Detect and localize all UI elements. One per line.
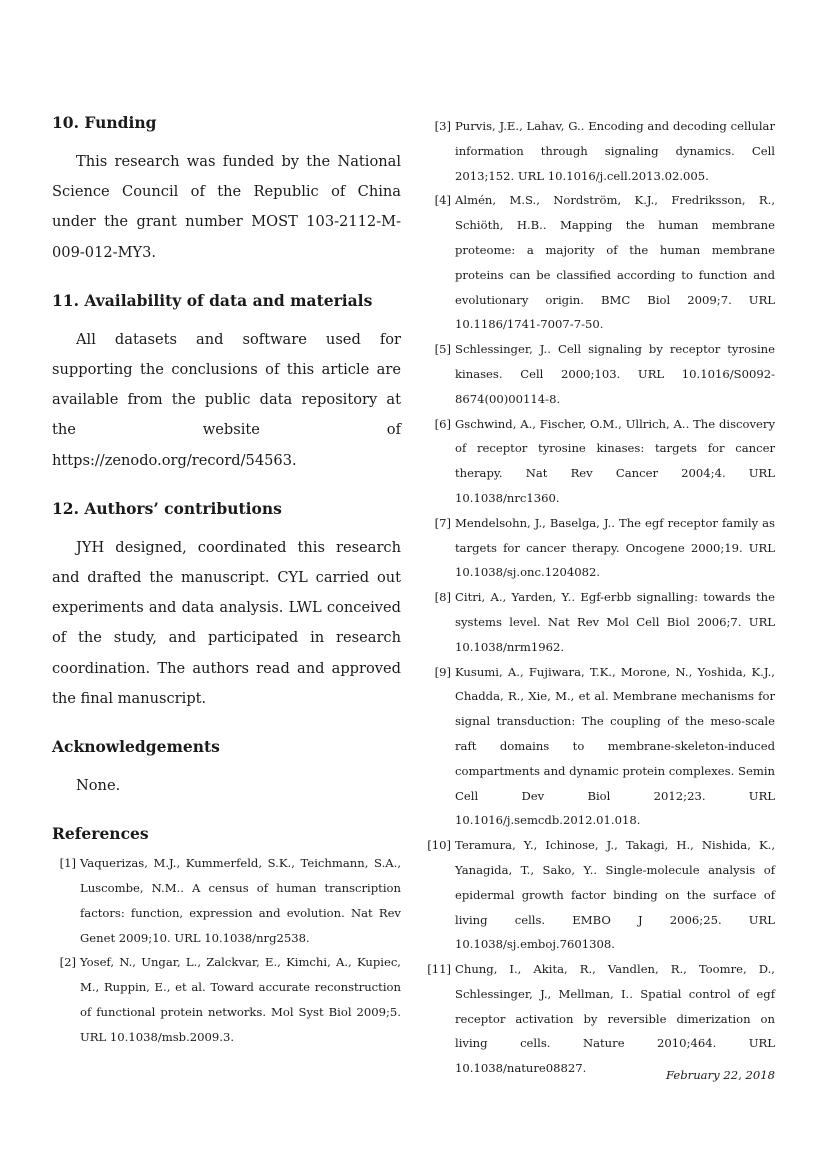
contributions-text: JYH designed, coordinated this research and drafted the manuscript. CYL carried out experiments and data analysis. LWL conceived of the study, and participated in research coordination. The authors read and approved the final manuscript. (52, 538, 401, 707)
reference-number: [9] (434, 664, 451, 679)
reference-text: Yosef, N., Ungar, L., Zalckvar, E., Kimchi, A., Kupiec, M., Ruppin, E., et al. Toward accurate reconstruction of functional protein networks. Mol Syst Biol 2009;5. URL 10.1038/msb.2009.3. (80, 955, 401, 1044)
availability-text: All datasets and software used for supporting the conclusions of this article are available from the public data repository at the website of https://zenodo.org/record/54563. (52, 330, 401, 469)
acknowledgements-section (52, 736, 401, 801)
reference-item (427, 337, 775, 411)
reference-text: Schlessinger, J.. Cell signaling by receptor tyrosine kinases. Cell 2000;103. URL 10.1016/S0092-8674(00)00114-8. (455, 342, 775, 406)
reference-item (427, 114, 775, 188)
reference-item (427, 660, 775, 834)
reference-text: Kusumi, A., Fujiwara, T.K., Morone, N., Yoshida, K.J., Chadda, R., Xie, M., et al. Membrane mechanisms for signal transduction: The coupling of the meso-scale raft domains to membrane-skeleton-induced compartments and dynamic protein complexes. Semin Cell Dev Biol 2012;23. URL 10.1016/j.semcdb.2012.01.018. (455, 664, 775, 828)
contributions-section (52, 498, 401, 714)
reference-text: Chung, I., Akita, R., Vandlen, R., Toomre, D., Schlessinger, J., Mellman, I.. Spatial control of egf receptor activation by reversible dimerization on living cells. Nature 2010;464. URL 10.1038/nature08827. (455, 962, 775, 1076)
references-heading: References (52, 824, 149, 844)
funding-section (52, 112, 401, 268)
contributions-heading: 12. Authors’ contributions (52, 498, 282, 518)
reference-item (52, 851, 401, 950)
reference-number: [11] (427, 962, 451, 977)
reference-item (52, 950, 401, 1049)
reference-item (427, 188, 775, 337)
reference-item (427, 511, 775, 585)
availability-heading: 11. Availability of data and materials (52, 290, 373, 310)
funding-text: This research was funded by the National Science Council of the Republic of China under the grant number MOST 103-2112-M-009-012-MY3. (52, 153, 401, 261)
reference-number: [2] (59, 955, 76, 970)
reference-item (427, 585, 775, 659)
reference-number: [3] (434, 119, 451, 133)
reference-number: [10] (427, 838, 451, 853)
acknowledgements-heading: Acknowledgements (52, 737, 220, 757)
right-column (427, 114, 775, 1081)
reference-text: Vaquerizas, M.J., Kummerfeld, S.K., Teichmann, S.A., Luscombe, N.M.. A census of human transcription factors: function, expression and evolution. Nat Rev Genet 2009;10. URL 10.1038/nrg2538. (80, 856, 401, 945)
reference-text: Purvis, J.E., Lahav, G.. Encoding and decoding cellular information through signaling dynamics. Cell 2013;152. URL 10.1016/j.cell.2013.02.005. (455, 119, 775, 183)
availability-section (52, 290, 401, 476)
reference-item (427, 412, 775, 511)
reference-item (427, 833, 775, 957)
reference-number: [4] (434, 193, 451, 208)
reference-number: [6] (434, 416, 451, 431)
reference-number: [8] (434, 590, 451, 605)
acknowledgements-text: None. (76, 777, 121, 795)
reference-text: Almén, M.S., Nordström, K.J., Fredriksson, R., Schiöth, H.B.. Mapping the human membrane proteome: a majority of the human membrane proteins can be classified according to function and evolutionary origin. BMC Biol 2009;7. URL 10.1186/1741-7007-7-50. (455, 193, 775, 332)
reference-number: [1] (59, 856, 76, 871)
reference-text: Citri, A., Yarden, Y.. Egf-erbb signalling: towards the systems level. Nat Rev Mol Cell Biol 2006;7. URL 10.1038/nrm1962. (455, 590, 775, 654)
references-section (52, 823, 401, 1049)
funding-heading: 10. Funding (52, 113, 157, 132)
reference-text: Mendelsohn, J., Baselga, J.. The egf receptor family as targets for cancer therapy. Oncogene 2000;19. URL 10.1038/sj.onc.1204082. (455, 515, 775, 580)
left-column (52, 112, 401, 1072)
footer-date: February 22, 2018 (665, 1068, 775, 1082)
reference-text: Teramura, Y., Ichinose, J., Takagi, H., Nishida, K., Yanagida, T., Sako, Y.. Single-molecule analysis of epidermal growth factor binding on the surface of living cells. EMBO J 2006;25. URL 10.1038/sj.emboj.7601308. (455, 838, 775, 952)
reference-text: Gschwind, A., Fischer, O.M., Ullrich, A.. The discovery of receptor tyrosine kinases: targets for cancer therapy. Nat Rev Cancer 2004;4. URL 10.1038/nrc1360. (455, 416, 775, 505)
reference-number: [7] (434, 515, 451, 530)
reference-item (427, 957, 775, 1081)
reference-number: [5] (434, 342, 451, 357)
